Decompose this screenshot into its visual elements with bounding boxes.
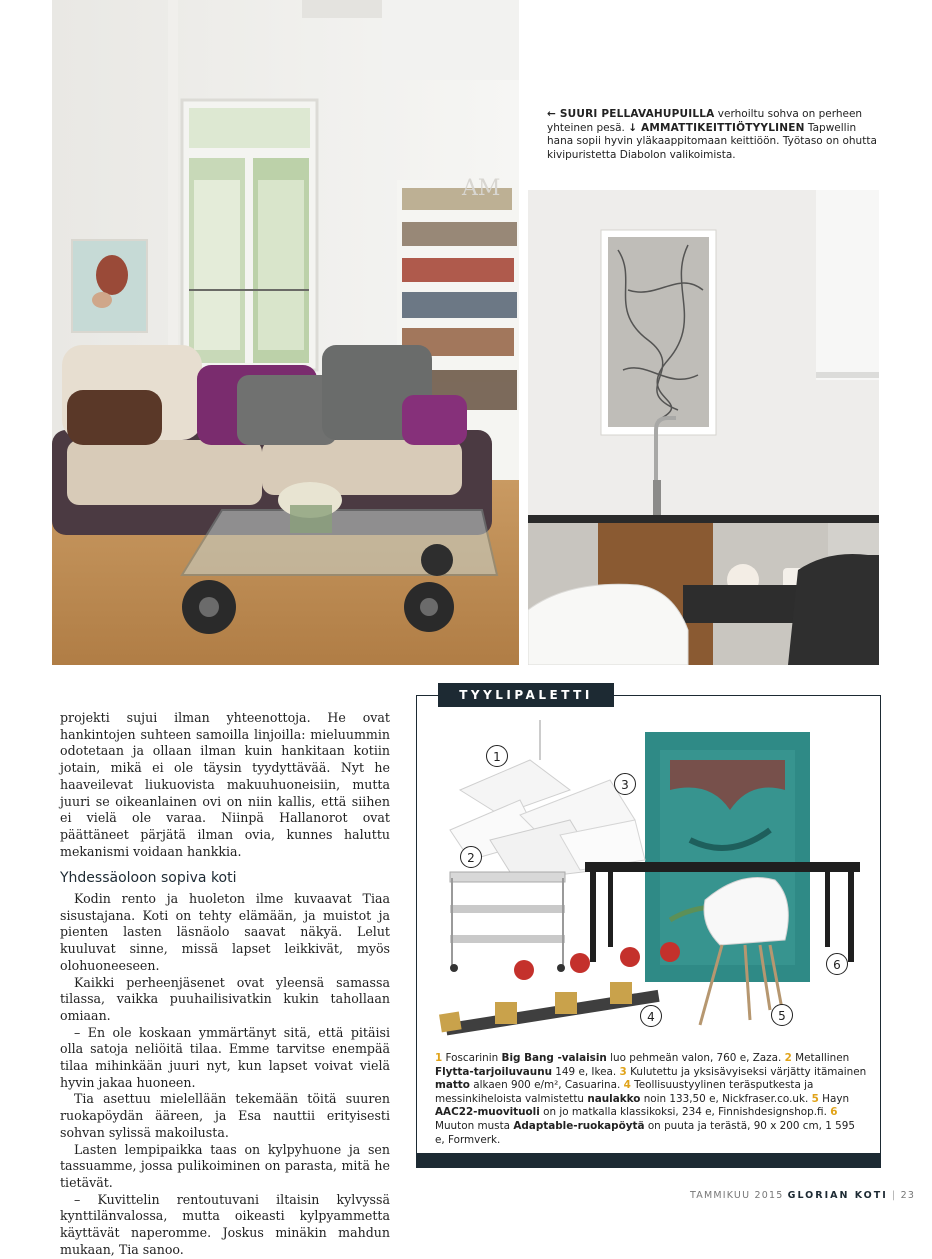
article-paragraph: projekti sujui ilman yhteenottoja. He ovat hankintojen suhteen samoilla linjoilla: mieluummin odotetaan ja ollaan ilman kuin hankitaan kotiin jotain, mikä ei ole täysin tyydyttävää. Nyt he haaveilevat liukuovista makuuhuoneisiin, mutta juuri se oikeanlainen ovi on niin kallis, että siihen ei vielä ole varaa. Niinpä Hallanorot ovat päättäneet pärjätä ilman ovia, kunnes haluttu mekanismi voidaan hankkia. (60, 710, 390, 859)
item-number-2: 2 (460, 846, 482, 868)
caption-lead-kitchen: ↓ AMMATTIKEITTIÖTYYLINEN (628, 121, 805, 134)
product-name: Adaptable-ruokapöytä (513, 1119, 645, 1132)
caption-text: on puuta ja terästä, 90 x 200 cm, 1 595 e, Formverk. (435, 1119, 855, 1146)
caption-text-sofa: verhoiltu sohva on perheen yhteinen pesä. (547, 108, 863, 134)
photo-caption (547, 108, 877, 162)
product-name: AAC22-muovituoli (435, 1106, 540, 1119)
caption-text: Metallinen (795, 1052, 850, 1064)
section-heading: Yhdessäoloon sopiva koti (60, 870, 237, 887)
footer-issue: TAMMIKUU 2015 (690, 1190, 784, 1201)
page-number: 23 (900, 1190, 916, 1201)
palette-products (420, 720, 875, 1050)
article-paragraph: Kodin rento ja huoleton ilme kuvaavat Tiaa sisustajana. Koti on tehty elämään, ja muistot ja pienten lasten läsnäolo saavat näkyä. Lelut kuuluvat sinne, missä lapset leikkivät, myös olohuoneeseen. (60, 891, 390, 973)
caption-number: 5 (811, 1092, 819, 1105)
kitchen-illustration (528, 190, 879, 665)
product-name: naulakko (587, 1092, 641, 1105)
flytta-trolley-image (450, 872, 565, 972)
product-name: matto (435, 1079, 470, 1092)
living-room-photo (52, 0, 519, 665)
page-footer: TAMMIKUU 2015 GLORIAN KOTI | 23 (690, 1190, 916, 1201)
item-number-6: 6 (826, 953, 848, 975)
caption-number: 6 (830, 1106, 838, 1119)
item-number-1: 1 (486, 745, 508, 767)
caption-text: Teollisuustyylinen teräsputkesta ja messinkiheloista valmistettu (435, 1079, 814, 1105)
caption-lead-sofa: ← SUURI PELLAVAHUPUILLA (547, 108, 715, 120)
article-paragraph: Kaikki perheenjäsenet ovat yleensä samassa tilassa, vaikka puuhailisivatkin kukin tahollaan omiaan. (60, 974, 390, 1023)
living-room-illustration (52, 0, 519, 665)
caption-number: 3 (619, 1065, 627, 1078)
caption-text-kitchen: Tapwellin hana sopii hyvin yläkaappitomaan keittiöön. Työtaso on ohutta kivipuristetta Diabolon valikoimista. (547, 121, 877, 161)
item-number-4: 4 (640, 1005, 662, 1027)
caption-text: 149 e, Ikea. (552, 1065, 620, 1078)
article-body (60, 710, 390, 1259)
caption-text: on jo matkalla klassikoksi, 234 e, Finnishdesignshop.fi. (539, 1106, 831, 1119)
shelf-letters: AM (462, 176, 501, 201)
caption-text: noin 133,50 e, Nickfraser.co.uk. (640, 1092, 812, 1105)
footer-magazine-name: GLORIAN KOTI (787, 1190, 888, 1201)
item-number-3: 3 (614, 773, 636, 795)
caption-text: luo pehmeän valon, 760 e, Zaza. (606, 1052, 785, 1064)
kitchen-photo (528, 190, 879, 665)
palette-caption (435, 1052, 867, 1147)
caption-number: 4 (623, 1079, 631, 1092)
caption-text: Kulutettu ja yksisävyiseksi värjätty itämainen (630, 1065, 867, 1078)
style-palette-tab: TYYLIPALETTI (438, 683, 614, 707)
article-paragraph: Tia asettuu mielellään tekemään töitä suuren ruokapöydän ääreen, ja Esa nauttii erityisesti sohvan sylissä makoilusta. (60, 1091, 390, 1140)
caption-text: Foscarinin (445, 1052, 502, 1064)
product-name: Big Bang -valaisin (501, 1052, 607, 1064)
item-number-5: 5 (771, 1004, 793, 1026)
article-paragraph: – Kuvittelin rentoutuvani iltaisin kylvyssä kynttilänvalossa, mutta oikeasti kylpyammetta käyttävät naperomme. Joskus minäkin mahdun mukaan, Tia sanoo. (60, 1191, 390, 1257)
caption-text: Muuton musta (435, 1119, 514, 1132)
article-paragraph: – En ole koskaan ymmärtänyt sitä, että pitäisi olla satoja neliöitä tilaa. Emme tarvitse enempää tilaa mihinkään juuri nyt, kun lapset voivat vielä hyvin jakaa huoneen. (60, 1024, 390, 1090)
product-name: Flytta-tarjoiluvaunu (435, 1065, 552, 1078)
caption-text: Hayn (822, 1092, 850, 1105)
article-paragraph: Lasten lempipaikka taas on kylpyhuone ja sen tassuamme, jossa pulikoiminen on parasta, mitä he tietävät. (60, 1141, 390, 1190)
caption-number: 2 (784, 1052, 792, 1064)
caption-text: alkaen 900 e/m², Casuarina. (469, 1079, 624, 1092)
style-palette-footer-bar (416, 1153, 881, 1168)
caption-number: 1 (435, 1052, 443, 1064)
